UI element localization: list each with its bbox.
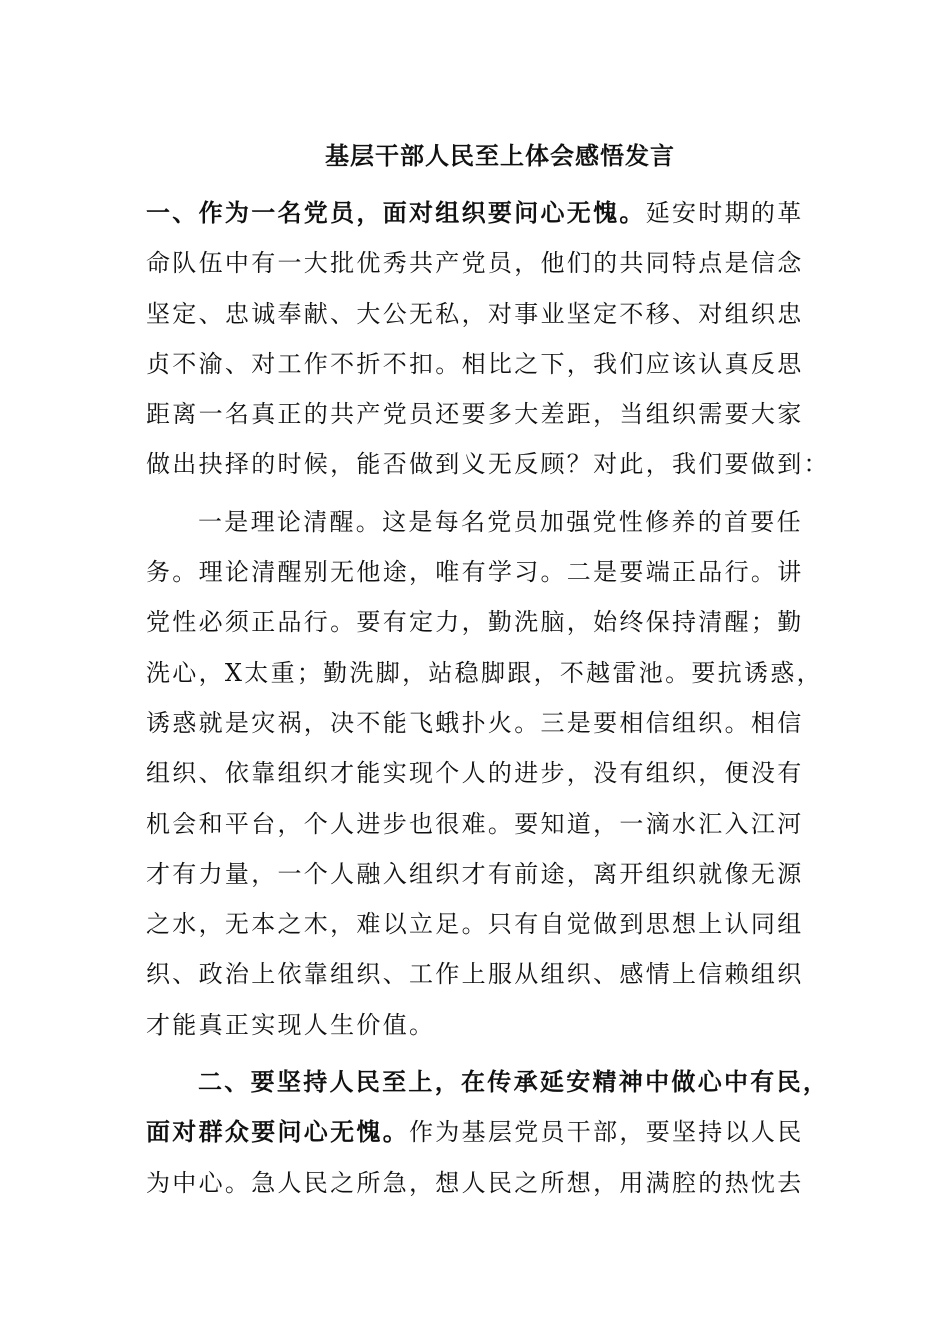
text-line: 洗心，X太重；勤洗脚，站稳脚跟，不越雷池。要抗诱惑，	[146, 658, 823, 687]
text-line: 延安时期的革	[645, 199, 804, 227]
text-line: 才有力量，一个人融入组织才有前途，离开组织就像无源	[146, 859, 804, 888]
text-line: 务。理论清醒别无他途，唯有学习。二是要端正品行。讲	[146, 558, 804, 587]
document-body	[146, 188, 830, 1208]
text-line: 作为基层党员干部，要坚持以人民	[409, 1118, 804, 1147]
section-1-first-line	[146, 188, 818, 238]
text-line: 组织、依靠组织才能实现个人的进步，没有组织，便没有	[146, 759, 804, 788]
text-line: 才能真正实现人生价值。	[146, 1010, 436, 1039]
section-2-heading-line-1: 二、要坚持人民至上，在传承延安精神中做心中有民，	[198, 1067, 830, 1097]
text-line: 距离一名真正的共产党员还要多大差距，当组织需要大家	[146, 400, 804, 429]
text-line: 命队伍中有一大批优秀共产党员，他们的共同特点是信念	[146, 249, 804, 278]
section-2	[146, 1057, 830, 1208]
text-line: 一是理论清醒。这是每名党员加强党性修养的首要任	[198, 507, 803, 536]
text-line: 诱惑就是灾祸，决不能飞蛾扑火。三是要相信组织。相信	[146, 708, 804, 737]
text-line: 贞不渝、对工作不折不扣。相比之下，我们应该认真反思	[146, 349, 804, 378]
section-1-heading: 一、作为一名党员，面对组织要问心无愧。	[146, 198, 646, 227]
text-line: 织、政治上依靠组织、工作上服从组织、感情上信赖组织	[146, 960, 804, 989]
text-line: 机会和平台，个人进步也很难。要知道，一滴水汇入江河	[146, 809, 804, 838]
section-2-heading-line-2-row	[146, 1107, 818, 1157]
section-1-detail	[146, 497, 823, 1050]
text-line: 之水，无本之木，难以立足。只有自觉做到思想上认同组	[146, 910, 804, 939]
text-line: 党性必须正品行。要有定力，勤洗脑，始终保持清醒；勤	[146, 608, 804, 637]
section-2-heading-line-2: 面对群众要问心无愧。	[146, 1117, 409, 1147]
document-title: 基层干部人民至上体会感悟发言	[325, 141, 675, 170]
text-line: 为中心。急人民之所急，想人民之所想，用满腔的热忱去	[146, 1168, 804, 1197]
section-1-intro	[146, 188, 830, 490]
text-line: 坚定、忠诚奉献、大公无私，对事业坚定不移、对组织忠	[146, 299, 804, 328]
text-line: 做出抉择的时候，能否做到义无反顾？对此，我们要做到：	[146, 450, 830, 479]
